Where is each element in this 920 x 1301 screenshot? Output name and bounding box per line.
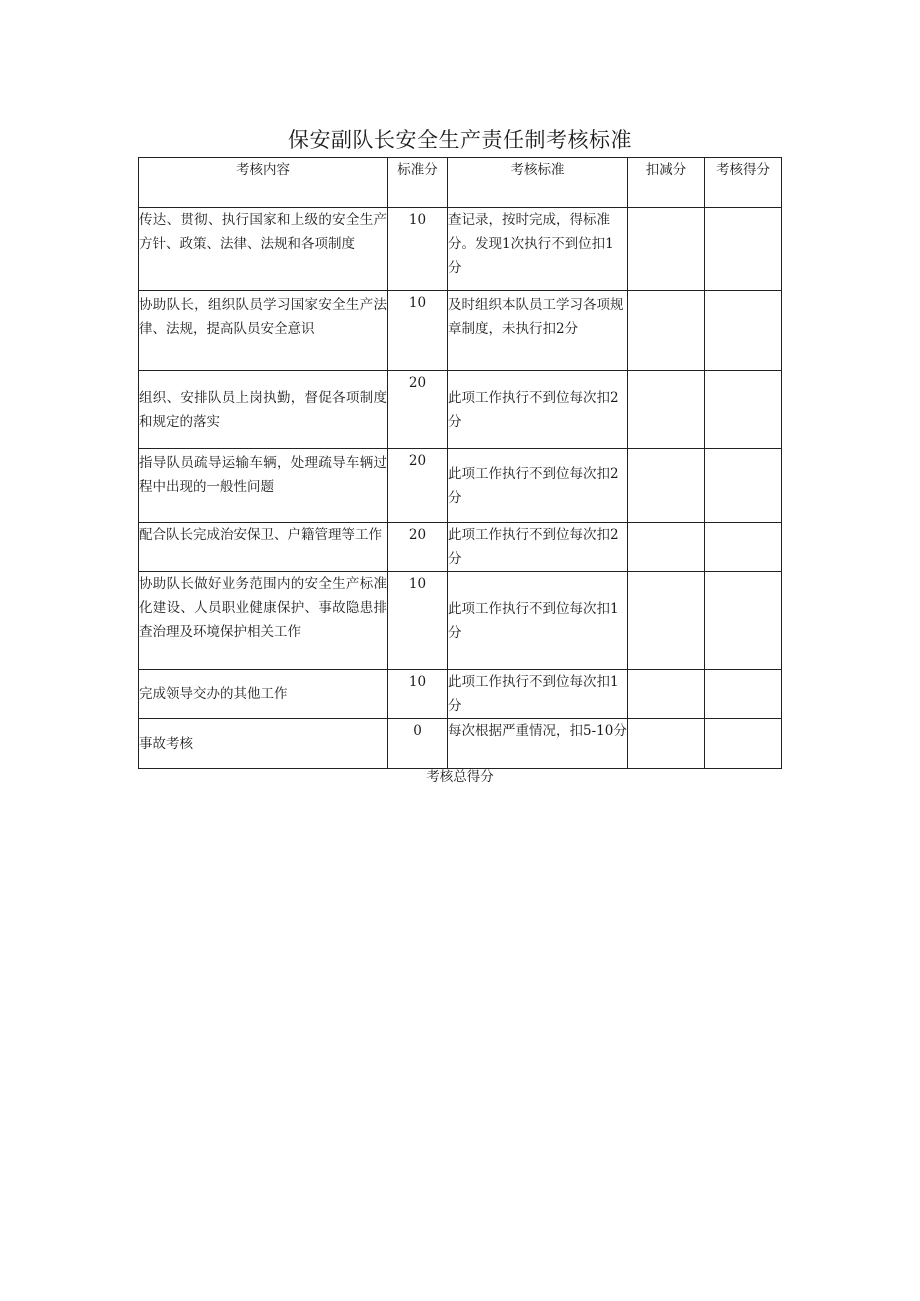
row-criteria: 此项工作执行不到位每次扣2分 [448, 523, 628, 572]
row-assessed-score-cell[interactable] [705, 523, 782, 572]
table-row [139, 291, 782, 371]
row-assessed-score-cell[interactable] [705, 449, 782, 523]
row-criteria: 此项工作执行不到位每次扣2分 [448, 449, 628, 523]
header-assessed-score: 考核得分 [705, 158, 782, 208]
row-standard-score: 0 [388, 719, 448, 769]
header-content: 考核内容 [139, 158, 388, 208]
row-standard-score: 10 [388, 208, 448, 291]
row-criteria: 此项工作执行不到位每次扣1分 [448, 572, 628, 670]
table-row [139, 523, 782, 572]
table-row [139, 449, 782, 523]
page-title: 保安副队长安全生产责任制考核标准 [288, 128, 632, 152]
row-content: 协助队长做好业务范围内的安全生产标准化建设、人员职业健康保护、事故隐患排查治理及环境保护相关工作 [139, 572, 388, 670]
row-deduction-cell[interactable] [628, 670, 705, 719]
row-criteria: 此项工作执行不到位每次扣2分 [448, 371, 628, 449]
row-assessed-score-cell[interactable] [705, 291, 782, 371]
table-row [139, 670, 782, 719]
row-content: 完成领导交办的其他工作 [139, 670, 388, 719]
row-deduction-cell[interactable] [628, 291, 705, 371]
table-row [139, 719, 782, 769]
total-score-label: 考核总得分 [426, 769, 494, 785]
row-deduction-cell[interactable] [628, 449, 705, 523]
row-criteria: 每次根据严重情况，扣5-10分 [448, 719, 628, 769]
header-criteria: 考核标准 [448, 158, 628, 208]
row-content: 配合队长完成治安保卫、户籍管理等工作 [139, 523, 388, 572]
row-deduction-cell[interactable] [628, 719, 705, 769]
row-deduction-cell[interactable] [628, 208, 705, 291]
header-deduction: 扣减分 [628, 158, 705, 208]
row-standard-score: 20 [388, 371, 448, 449]
header-standard-score: 标准分 [388, 158, 448, 208]
row-assessed-score-cell[interactable] [705, 719, 782, 769]
row-content: 协助队长，组织队员学习国家安全生产法律、法规，提高队员安全意识 [139, 291, 388, 371]
row-standard-score: 10 [388, 572, 448, 670]
row-deduction-cell[interactable] [628, 523, 705, 572]
row-assessed-score-cell[interactable] [705, 371, 782, 449]
row-criteria: 查记录，按时完成，得标准分。发现1次执行不到位扣1分 [448, 208, 628, 291]
row-content: 组织、安排队员上岗执勤，督促各项制度和规定的落实 [139, 371, 388, 449]
row-standard-score: 10 [388, 291, 448, 371]
row-deduction-cell[interactable] [628, 371, 705, 449]
row-criteria: 及时组织本队员工学习各项规章制度，未执行扣2分 [448, 291, 628, 371]
row-deduction-cell[interactable] [628, 572, 705, 670]
row-content: 传达、贯彻、执行国家和上级的安全生产方针、政策、法律、法规和各项制度 [139, 208, 388, 291]
row-standard-score: 20 [388, 449, 448, 523]
row-assessed-score-cell[interactable] [705, 208, 782, 291]
row-content: 指导队员疏导运输车辆，处理疏导车辆过程中出现的一般性问题 [139, 449, 388, 523]
row-assessed-score-cell[interactable] [705, 670, 782, 719]
header-row [139, 158, 782, 208]
row-content: 事故考核 [139, 719, 388, 769]
row-standard-score: 10 [388, 670, 448, 719]
table-row [139, 572, 782, 670]
row-assessed-score-cell[interactable] [705, 572, 782, 670]
table-row [139, 208, 782, 291]
row-standard-score: 20 [388, 523, 448, 572]
assessment-table [138, 157, 782, 769]
row-criteria: 此项工作执行不到位每次扣1分 [448, 670, 628, 719]
table-row [139, 371, 782, 449]
